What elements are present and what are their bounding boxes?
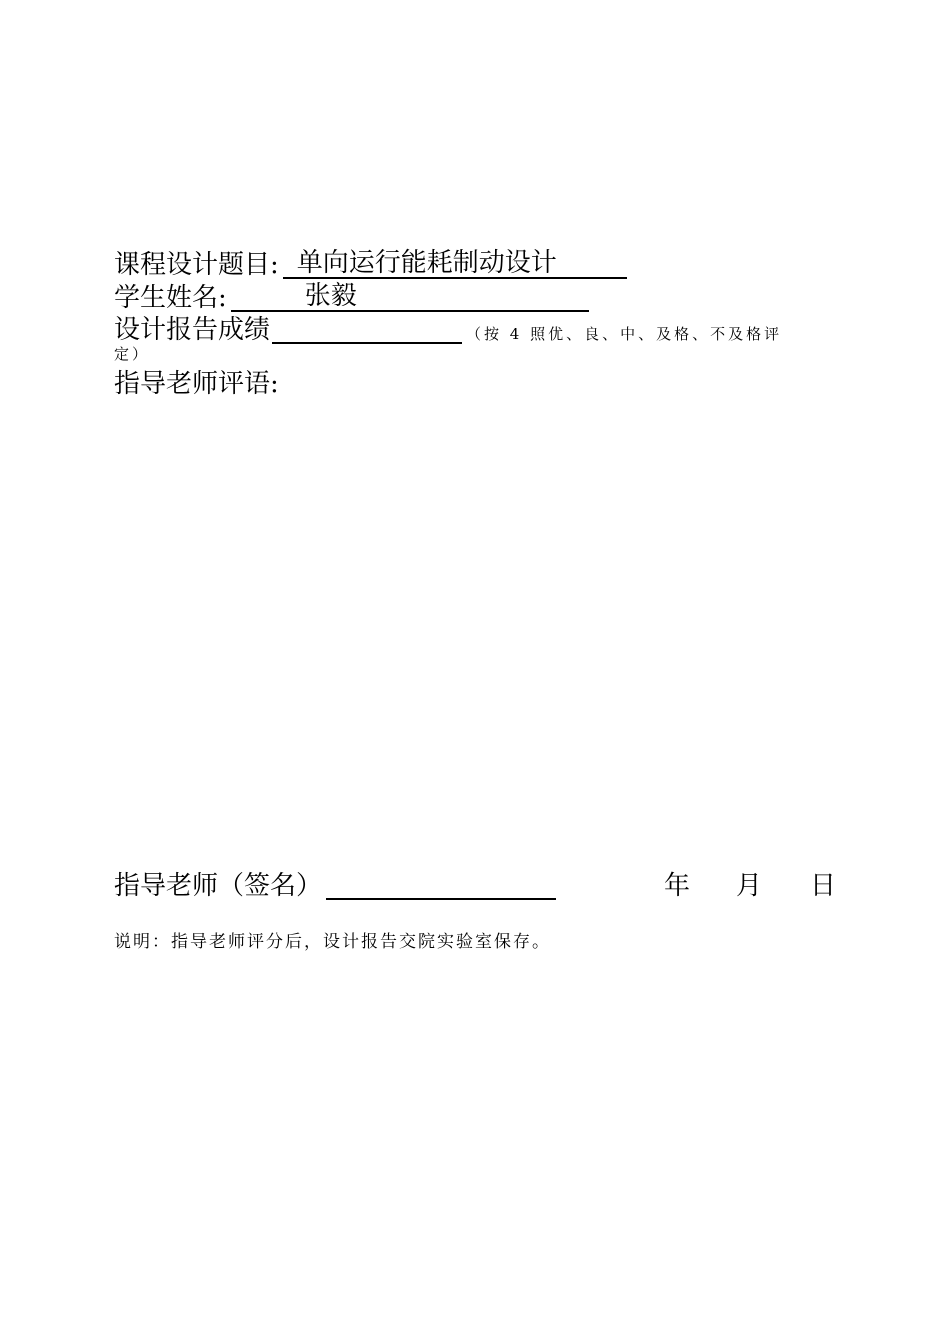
date-day-label: 日 [810,871,837,901]
grading-scale-note: （按 4 照优、良、中、及格、不及格评 [466,325,783,343]
instructor-signature-label: 指导老师（签名） [114,871,323,901]
report-grade-row [114,314,782,346]
course-design-title-value: 单向运行能耗制动设计 [296,248,557,278]
report-grade-field[interactable] [272,314,462,344]
footnote-text: 说明：指导老师评分后，设计报告交院实验室保存。 [114,932,551,952]
date-month-label: 月 [736,871,763,901]
instructor-comment-label: 指导老师评语: [114,369,279,399]
student-name-field[interactable] [231,282,589,312]
student-name-label: 学生姓名: [114,283,227,313]
report-grade-label: 设计报告成绩 [114,315,271,345]
date-year-label: 年 [664,871,691,901]
instructor-signature-row [114,870,837,902]
grading-scale-note-continued: 定） [114,345,151,363]
student-name-value: 张毅 [304,281,357,311]
student-name-row [114,282,589,314]
instructor-signature-field[interactable] [326,870,556,900]
course-design-title-row [114,249,627,281]
course-design-title-label: 课程设计题目: [114,250,279,280]
course-design-title-field[interactable] [283,249,627,279]
